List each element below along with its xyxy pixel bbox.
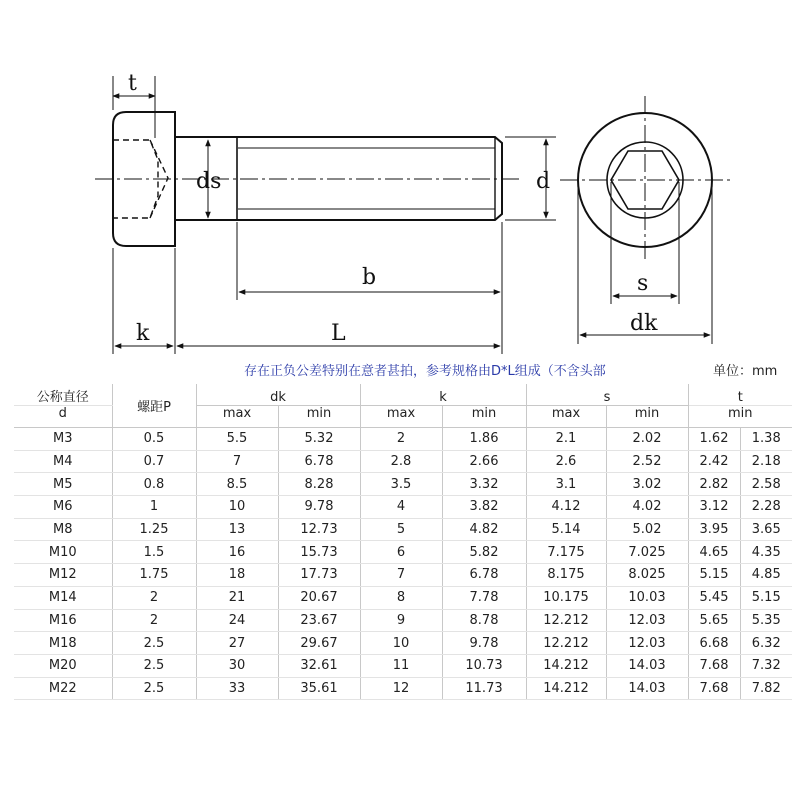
table-row (14, 609, 792, 632)
dk-label: dk (630, 311, 658, 336)
table-cell: 7 (360, 564, 442, 587)
table-cell: 1.62 (688, 428, 740, 451)
table-cell: 20.67 (278, 586, 360, 609)
table-cell: 5.35 (740, 609, 792, 632)
table-cell: 7.025 (606, 541, 688, 564)
table-cell: 8.28 (278, 473, 360, 496)
table-cell: 2.18 (740, 450, 792, 473)
table-cell: 5.45 (688, 586, 740, 609)
header-pitch: 螺距P (112, 384, 196, 428)
table-cell: 3.02 (606, 473, 688, 496)
table-cell: 2.52 (606, 450, 688, 473)
table-cell: 10.73 (442, 654, 526, 677)
table-cell: 4.65 (688, 541, 740, 564)
table-cell: 6.78 (442, 564, 526, 587)
table-cell: 3.32 (442, 473, 526, 496)
header-dk-max: max (196, 406, 278, 428)
table-row (14, 450, 792, 473)
table-cell: 5.14 (526, 518, 606, 541)
header-s-min: min (606, 406, 688, 428)
table-cell: 4.02 (606, 496, 688, 519)
table-cell: 0.7 (112, 450, 196, 473)
header-dk: dk (196, 384, 360, 406)
table-cell: 13 (196, 518, 278, 541)
table-cell: 2.1 (526, 428, 606, 451)
table-row (14, 518, 792, 541)
table-cell: 33 (196, 677, 278, 700)
note-row (0, 356, 800, 384)
table-cell: M14 (14, 586, 112, 609)
table-cell: 7.32 (740, 654, 792, 677)
table-cell: M18 (14, 632, 112, 655)
table-cell: 4 (360, 496, 442, 519)
table-cell: 8.78 (442, 609, 526, 632)
bolt-dimension-drawing (0, 0, 800, 362)
table-cell: 1.5 (112, 541, 196, 564)
table-cell: 5.32 (278, 428, 360, 451)
table-cell: 2.66 (442, 450, 526, 473)
table-cell: M12 (14, 564, 112, 587)
table-cell: 23.67 (278, 609, 360, 632)
header-k-min: min (442, 406, 526, 428)
table-cell: 9 (360, 609, 442, 632)
table-cell: 2 (360, 428, 442, 451)
table-cell: 10.03 (606, 586, 688, 609)
table-cell: 5.02 (606, 518, 688, 541)
d-label: d (536, 169, 551, 194)
table-cell: 11 (360, 654, 442, 677)
table-cell: 2.5 (112, 677, 196, 700)
table-row (14, 677, 792, 700)
table-cell: 2.8 (360, 450, 442, 473)
table-cell: 16 (196, 541, 278, 564)
table-cell: 2.5 (112, 632, 196, 655)
table-cell: 5.15 (740, 586, 792, 609)
table-cell: 5.5 (196, 428, 278, 451)
k-label: k (136, 321, 150, 346)
table-row (14, 564, 792, 587)
table-cell: 2.28 (740, 496, 792, 519)
table-cell: 8.175 (526, 564, 606, 587)
table-cell: 12.03 (606, 609, 688, 632)
table-cell: 0.8 (112, 473, 196, 496)
table-row (14, 632, 792, 655)
table-cell: 24 (196, 609, 278, 632)
table-cell: 5.65 (688, 609, 740, 632)
table-row (14, 473, 792, 496)
unit-label: 单位：mm (713, 364, 778, 379)
table-cell: 2.6 (526, 450, 606, 473)
table-row (14, 541, 792, 564)
table-cell: 17.73 (278, 564, 360, 587)
table-cell: 14.03 (606, 677, 688, 700)
table-cell: 4.82 (442, 518, 526, 541)
table-cell: M5 (14, 473, 112, 496)
spec-table-body (14, 428, 792, 700)
table-row (14, 654, 792, 677)
tolerance-note: 存在正负公差特别在意者甚拍，参考规格由D*L组成（不含头部 (244, 364, 606, 379)
table-cell: 4.12 (526, 496, 606, 519)
table-cell: 7.68 (688, 654, 740, 677)
table-cell: M6 (14, 496, 112, 519)
table-cell: 4.85 (740, 564, 792, 587)
spec-table (14, 384, 792, 700)
header-dk-min: min (278, 406, 360, 428)
table-cell: M4 (14, 450, 112, 473)
table-cell: 2.82 (688, 473, 740, 496)
header-nominal-sub: d (14, 406, 112, 428)
table-cell: 15.73 (278, 541, 360, 564)
ds-label: ds (196, 169, 222, 194)
table-cell: 7.78 (442, 586, 526, 609)
table-cell: 14.03 (606, 654, 688, 677)
table-cell: 8.025 (606, 564, 688, 587)
table-cell: 11.73 (442, 677, 526, 700)
table-cell: 1 (112, 496, 196, 519)
table-cell: 1.25 (112, 518, 196, 541)
table-cell: 32.61 (278, 654, 360, 677)
table-cell: M22 (14, 677, 112, 700)
table-cell: M3 (14, 428, 112, 451)
table-cell: 7.82 (740, 677, 792, 700)
table-cell: 1.86 (442, 428, 526, 451)
table-cell: 7 (196, 450, 278, 473)
table-cell: 6.68 (688, 632, 740, 655)
table-cell: 2.58 (740, 473, 792, 496)
table-cell: 2.5 (112, 654, 196, 677)
table-cell: 8.5 (196, 473, 278, 496)
L-label: L (331, 321, 346, 346)
table-cell: 12 (360, 677, 442, 700)
header-nominal: 公称直径 (14, 384, 112, 406)
table-cell: 4.35 (740, 541, 792, 564)
table-row (14, 586, 792, 609)
table-cell: 9.78 (278, 496, 360, 519)
table-cell: 21 (196, 586, 278, 609)
table-cell: 6.78 (278, 450, 360, 473)
table-cell: 2 (112, 609, 196, 632)
table-cell: 0.5 (112, 428, 196, 451)
table-cell: 3.1 (526, 473, 606, 496)
table-cell: 29.67 (278, 632, 360, 655)
table-cell: 1.38 (740, 428, 792, 451)
table-cell: 3.82 (442, 496, 526, 519)
table-cell: 27 (196, 632, 278, 655)
table-row (14, 496, 792, 519)
table-cell: 6 (360, 541, 442, 564)
table-cell: 10 (196, 496, 278, 519)
table-cell: 7.68 (688, 677, 740, 700)
table-cell: 9.78 (442, 632, 526, 655)
table-cell: M8 (14, 518, 112, 541)
header-t-min: min (688, 406, 792, 428)
b-label: b (362, 265, 377, 290)
table-cell: M10 (14, 541, 112, 564)
table-cell: M16 (14, 609, 112, 632)
table-cell: 14.212 (526, 677, 606, 700)
table-cell: 2.42 (688, 450, 740, 473)
table-cell: 12.212 (526, 632, 606, 655)
table-cell: 18 (196, 564, 278, 587)
table-cell: 3.12 (688, 496, 740, 519)
table-cell: 7.175 (526, 541, 606, 564)
table-cell: 10 (360, 632, 442, 655)
table-cell: 3.65 (740, 518, 792, 541)
t-label: t (128, 71, 137, 96)
table-cell: M20 (14, 654, 112, 677)
table-cell: 12.212 (526, 609, 606, 632)
table-cell: 1.75 (112, 564, 196, 587)
table-cell: 30 (196, 654, 278, 677)
s-label: s (637, 271, 649, 296)
table-cell: 5.15 (688, 564, 740, 587)
header-s-max: max (526, 406, 606, 428)
table-cell: 14.212 (526, 654, 606, 677)
table-cell: 3.5 (360, 473, 442, 496)
header-t: t (688, 384, 792, 406)
header-s: s (526, 384, 688, 406)
table-cell: 12.73 (278, 518, 360, 541)
table-cell: 35.61 (278, 677, 360, 700)
table-cell: 12.03 (606, 632, 688, 655)
table-cell: 6.32 (740, 632, 792, 655)
table-cell: 5.82 (442, 541, 526, 564)
header-k: k (360, 384, 526, 406)
table-cell: 2.02 (606, 428, 688, 451)
header-k-max: max (360, 406, 442, 428)
table-cell: 10.175 (526, 586, 606, 609)
table-cell: 3.95 (688, 518, 740, 541)
table-row (14, 428, 792, 451)
table-cell: 5 (360, 518, 442, 541)
table-cell: 2 (112, 586, 196, 609)
table-cell: 8 (360, 586, 442, 609)
